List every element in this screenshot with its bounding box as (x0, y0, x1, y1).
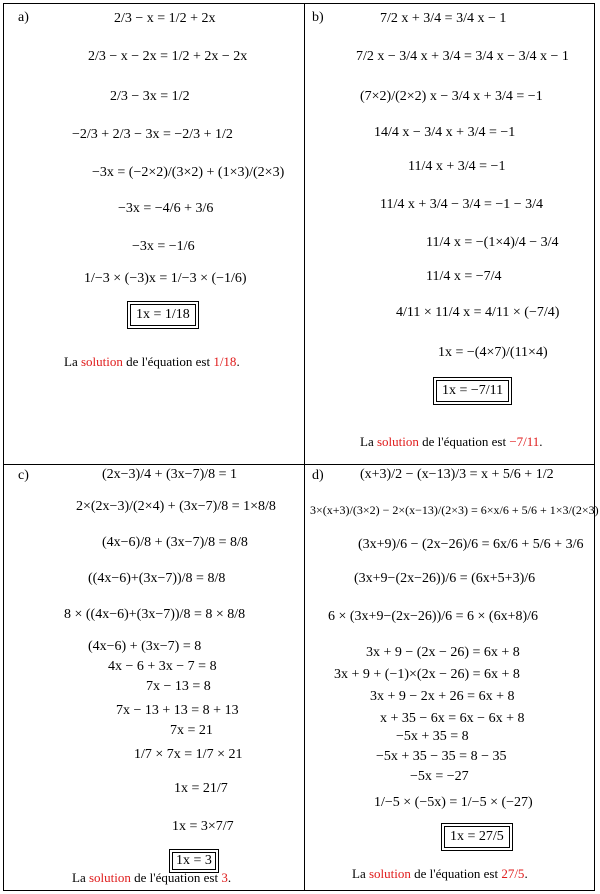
panel-d (304, 464, 599, 890)
panel-b-step: 1x = −(4×7)/(11×4) (438, 345, 548, 360)
panel-a-step: 2/3 − x − 2x = 1/2 + 2x − 2x (88, 49, 248, 64)
panel-c (4, 464, 303, 890)
panel-d-step: 3x + 9 − 2x + 26 = 6x + 8 (370, 689, 515, 704)
panel-c-step: 4x − 6 + 3x − 7 = 8 (108, 659, 217, 674)
panel-b-step: 14/4 x − 3/4 x + 3/4 = −1 (374, 125, 516, 140)
panel-b-step: 11/4 x + 3/4 − 3/4 = −1 − 3/4 (380, 197, 544, 212)
panel-d-step: 3x + 9 + (−1)×(2x − 26) = 6x + 8 (334, 667, 520, 682)
panel-a-answer: 1/18 (213, 354, 237, 369)
panel-c-step: 1x = 3×7/7 (172, 819, 234, 834)
panel-d-conclusion: La solution de l'équation est 27/5. (352, 866, 528, 881)
conclusion-prefix: La (64, 354, 78, 369)
panel-c-step: (2x−3)/4 + (3x−7)/8 = 1 (102, 467, 238, 482)
conclusion-prefix: La (360, 434, 374, 449)
panel-b-conclusion: La solution de l'équation est −7/11. (360, 434, 543, 449)
panel-d-step: −5x + 35 = 8 (396, 729, 469, 744)
panel-a-step: 2/3 − 3x = 1/2 (110, 89, 190, 104)
panel-d-label: d) (312, 468, 324, 483)
conclusion-solution-word: solution (88, 870, 131, 885)
panel-a-step: −3x = −4/6 + 3/6 (118, 201, 214, 216)
panel-b-step: 4/11 × 11/4 x = 4/11 × (−7/4) (396, 305, 560, 320)
panel-d-step: −5x = −27 (410, 769, 469, 784)
panel-b (304, 4, 594, 463)
panel-d-result (444, 826, 510, 848)
conclusion-suffix: de l'équation est (422, 434, 507, 449)
panel-c-step: 7x − 13 + 13 = 8 + 13 (116, 703, 239, 718)
panel-b-step: 7/2 x + 3/4 = 3/4 x − 1 (380, 11, 507, 26)
panel-a-label: a) (18, 10, 29, 25)
panel-b-step: 7/2 x − 3/4 x + 3/4 = 3/4 x − 3/4 x − 1 (356, 49, 569, 64)
panel-b-step: 11/4 x = −7/4 (426, 269, 502, 284)
panel-c-step: 8 × ((4x−6)+(3x−7))/8 = 8 × 8/8 (64, 607, 246, 622)
panel-a-step: −3x = (−2×2)/(3×2) + (1×3)/(2×3) (92, 165, 285, 180)
panel-c-step: 1/7 × 7x = 1/7 × 21 (134, 747, 243, 762)
panel-b-result-box: 1x = −7/11 (436, 380, 509, 402)
panel-d-step: (3x+9−(2x−26))/6 = (6x+5+3)/6 (354, 571, 536, 586)
panel-d-step: 3x + 9 − (2x − 26) = 6x + 8 (366, 645, 520, 660)
panel-d-step: (x+3)/2 − (x−13)/3 = x + 5/6 + 1/2 (360, 467, 554, 482)
panel-c-step: ((4x−6)+(3x−7))/8 = 8/8 (88, 571, 226, 586)
panel-d-step: 3×(x+3)/(3×2) − 2×(x−13)/(2×3) = 6×x/6 + 5/6 + 1×3/(2×3) (310, 503, 599, 517)
panel-c-step: 7x = 21 (170, 723, 213, 738)
panel-a-step: 1/−3 × (−3)x = 1/−3 × (−1/6) (84, 271, 247, 286)
panel-c-result-box: 1x = 3 (172, 852, 216, 870)
conclusion-prefix: La (352, 866, 366, 881)
panel-c-conclusion: La solution de l'équation est 3. (72, 870, 232, 885)
panel-b-answer: −7/11 (509, 434, 540, 449)
conclusion-suffix: de l'équation est (126, 354, 211, 369)
conclusion-solution-word: solution (368, 866, 411, 881)
panel-c-step: (4x−6) + (3x−7) = 8 (88, 639, 202, 654)
panel-c-step: (4x−6)/8 + (3x−7)/8 = 8/8 (102, 535, 248, 550)
panel-d-answer: 27/5 (501, 866, 525, 881)
conclusion-suffix: de l'équation est (134, 870, 219, 885)
panel-c-result (172, 852, 216, 870)
panel-a-result-box: 1x = 1/18 (130, 304, 196, 326)
conclusion-prefix: La (72, 870, 86, 885)
panel-b-label: b) (312, 10, 324, 25)
panel-d-step: (3x+9)/6 − (2x−26)/6 = 6x/6 + 5/6 + 3/6 (358, 537, 584, 552)
panel-a-step: 2/3 − x = 1/2 + 2x (114, 11, 216, 26)
panel-c-label: c) (18, 468, 29, 483)
panel-d-step: 6 × (3x+9−(2x−26))/6 = 6 × (6x+8)/6 (328, 609, 539, 624)
conclusion-solution-word: solution (80, 354, 123, 369)
panel-a-result (130, 304, 196, 326)
panel-b-result (436, 380, 509, 402)
conclusion-solution-word: solution (376, 434, 419, 449)
panel-a-step: −2/3 + 2/3 − 3x = −2/3 + 1/2 (72, 127, 233, 142)
panel-a-step: −3x = −1/6 (132, 239, 195, 254)
panel-c-step: 7x − 13 = 8 (146, 679, 211, 694)
panel-d-step: 1/−5 × (−5x) = 1/−5 × (−27) (374, 795, 533, 810)
panel-c-step: 1x = 21/7 (174, 781, 228, 796)
conclusion-suffix: de l'équation est (414, 866, 499, 881)
panel-d-step: −5x + 35 − 35 = 8 − 35 (376, 749, 507, 764)
panel-d-result-box: 1x = 27/5 (444, 826, 510, 848)
panel-a-conclusion: La solution de l'équation est 1/18. (64, 354, 240, 369)
panel-b-step: 11/4 x = −(1×4)/4 − 3/4 (426, 235, 559, 250)
panel-d-step: x + 35 − 6x = 6x − 6x + 8 (380, 711, 525, 726)
panel-a (4, 4, 303, 463)
panel-b-step: (7×2)/(2×2) x − 3/4 x + 3/4 = −1 (360, 89, 543, 104)
panel-c-step: 2×(2x−3)/(2×4) + (3x−7)/8 = 1×8/8 (76, 499, 276, 514)
panel-b-step: 11/4 x + 3/4 = −1 (408, 159, 506, 174)
panel-c-answer: 3 (221, 870, 228, 885)
